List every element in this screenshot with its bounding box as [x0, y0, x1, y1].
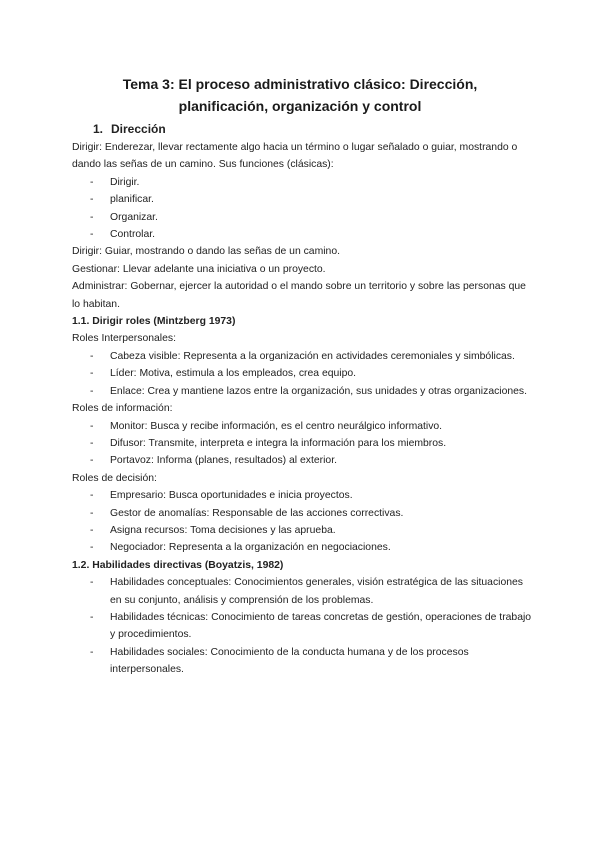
list-item: - Líder: Motiva, estimula a los empleados, crea equipo.: [72, 365, 532, 382]
list-item: - Gestor de anomalías: Responsable de las acciones correctivas.: [72, 505, 532, 522]
section-1-2-heading: 1.2. Habilidades directivas (Boyatzis, 1982): [72, 559, 284, 571]
title-line-1: Tema 3: El proceso administrativo clásico: Dirección,: [122, 76, 478, 92]
list-item: - Habilidades sociales: Conocimiento de la conducta humana y de los procesos interpersonales.: [72, 644, 532, 679]
list-item: - Enlace: Crea y mantiene lazos entre la organización, sus unidades y otras organizaciones.: [72, 383, 532, 400]
list-item: - Difusor: Transmite, interpreta e integra la información para los miembros.: [72, 435, 532, 452]
group-label-decision: Roles de decisión:: [72, 472, 157, 484]
list-item: - Habilidades conceptuales: Conocimientos generales, visión estratégica de las situaciones en su conjunto, análisis y comprensión de los problemas.: [72, 574, 532, 609]
section-1-heading: [93, 119, 532, 139]
decision-roles-list: [72, 487, 532, 557]
section-1-1-heading: 1.1. Dirigir roles (Mintzberg 1973): [72, 316, 236, 328]
list-item: - Negociador: Representa a la organización en negociaciones.: [72, 539, 532, 556]
list-item: - Monitor: Busca y recibe información, es el centro neurálgico informativo.: [72, 418, 532, 435]
document-body: [72, 119, 532, 679]
document-title: [60, 73, 540, 117]
list-item: - Habilidades técnicas: Conocimiento de tareas concretas de gestión, operaciones de trabajo y procedimientos.: [72, 609, 532, 644]
section-1-intro: Dirigir: Enderezar, llevar rectamente algo hacia un término o lugar señalado o guiar, mostrando o dando las señas de un camino. Sus funciones (clásicas):: [72, 142, 518, 171]
list-item: - Controlar.: [72, 226, 532, 243]
group-label-interpersonales: Roles Interpersonales:: [72, 333, 176, 345]
definition-dirigir: Dirigir: Guiar, mostrando o dando las señas de un camino.: [72, 246, 340, 258]
list-item: - Cabeza visible: Representa a la organización en actividades ceremoniales y simbólicas.: [72, 348, 532, 365]
skills-list: [72, 574, 532, 678]
section-1-number: 1.: [93, 122, 104, 136]
section-1-title: Dirección: [111, 122, 166, 136]
functions-list: [72, 174, 532, 244]
list-item: - Dirigir.: [72, 174, 532, 191]
definition-gestionar: Gestionar: Llevar adelante una iniciativa o un proyecto.: [72, 263, 326, 275]
list-item: - Organizar.: [72, 209, 532, 226]
definition-administrar: Administrar: Gobernar, ejercer la autoridad o el mando sobre un territorio y sobre las personas que lo habitan.: [72, 281, 526, 310]
list-item: - Portavoz: Informa (planes, resultados) al exterior.: [72, 452, 532, 469]
list-item: - Empresario: Busca oportunidades e inicia proyectos.: [72, 487, 532, 504]
list-item: - planificar.: [72, 191, 532, 208]
group-label-informacion: Roles de información:: [72, 403, 173, 415]
information-roles-list: [72, 418, 532, 470]
interpersonal-roles-list: [72, 348, 532, 400]
title-line-2: planificación, organización y control: [178, 98, 422, 114]
list-item: - Asigna recursos: Toma decisiones y las aprueba.: [72, 522, 532, 539]
